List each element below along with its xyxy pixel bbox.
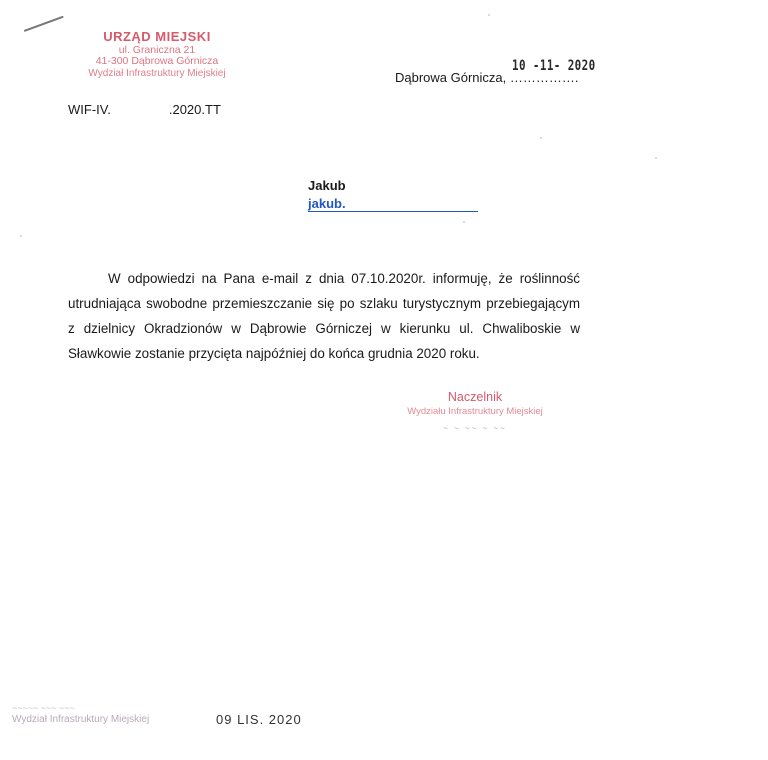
- reference-prefix: WIF-IV.: [68, 102, 111, 117]
- scan-speck: [540, 137, 542, 139]
- reference-suffix: .2020.TT: [168, 102, 221, 117]
- stamp-postal-city: 41-300 Dąbrowa Górnicza: [95, 55, 219, 68]
- scan-speck: [20, 235, 22, 237]
- scan-speck: [463, 221, 465, 223]
- received-date: 09 LIS. 2020: [216, 712, 302, 727]
- received-stamp-faded: ~~~~~ ~~~ ~~~: [12, 703, 75, 713]
- office-stamp: [62, 30, 252, 79]
- stamp-office: URZĄD MIEJSKI: [103, 29, 211, 44]
- recipient-block: [308, 178, 478, 212]
- received-stamp-department: Wydział Infrastruktury Miejskiej: [12, 713, 150, 725]
- signature-scribble: ~ ~ ~~ ~ ~~: [443, 424, 507, 433]
- received-stamp: [12, 704, 152, 725]
- scan-speck: [655, 157, 657, 159]
- reference-number: [68, 102, 221, 117]
- recipient-name: Jakub: [308, 178, 346, 193]
- stamp-department: Wydział Infrastruktury Miejskiej: [88, 68, 226, 80]
- pen-mark: [24, 16, 64, 32]
- recipient-email-link[interactable]: jakub.: [308, 196, 478, 212]
- signature-title: Naczelnik: [447, 390, 503, 404]
- stamped-date: 10 -11- 2020: [512, 58, 596, 74]
- signature-department: Wydziału Infrastruktury Miejskiej: [407, 406, 543, 417]
- place-date: Dąbrowa Górnicza, …………….: [395, 70, 579, 85]
- scan-speck: [488, 14, 490, 16]
- signature-stamp: [402, 390, 548, 433]
- letter-body: W odpowiedzi na Pana e-mail z dnia 07.10.2020r. informuję, że roślinność utrudniająca swobodne przemieszczanie się po szlaku turystycznym przebiegającym z dzielnicy Okradzionów w Dąbrowie Górniczej w kierunku ul. Chwaliboskie w Sławkowie zostanie przycięta najpóźniej do końca grudnia 2020 roku.: [68, 271, 580, 361]
- stamp-street: ul. Graniczna 21: [118, 43, 196, 56]
